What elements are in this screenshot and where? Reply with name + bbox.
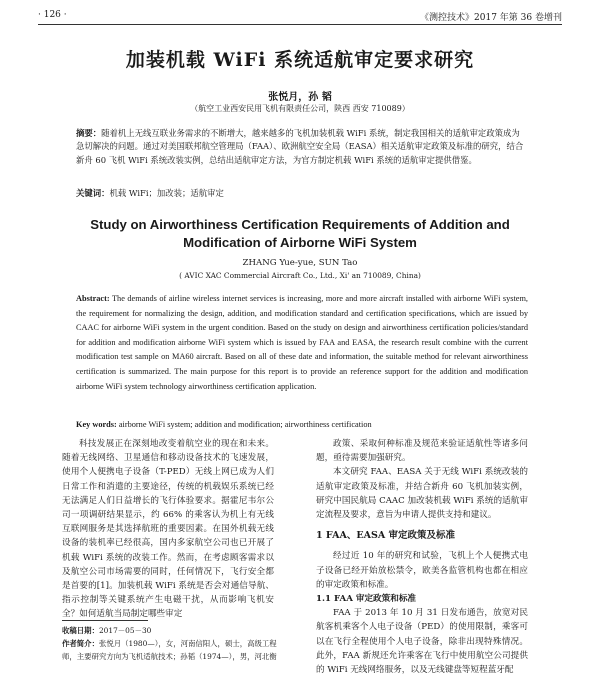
- abstract-cn-label: 摘要：: [76, 128, 102, 138]
- header-divider: [38, 24, 562, 25]
- authors-cn: 张悦月，孙 韬: [268, 92, 332, 103]
- subsection-heading: 1.1 FAA 审定政策和标准: [316, 594, 417, 605]
- body-column-right: [316, 437, 528, 677]
- received-date-line: [62, 624, 284, 637]
- paper-title-en: [0, 216, 600, 252]
- running-header: [38, 10, 562, 24]
- received-date: 2017－05－30: [98, 626, 152, 635]
- author-bio-text: 张悦月（1980—），女，河南信阳人，硕士，高级工程师，主要研究方向为飞机适航技术；孙韬（1974—），男，河北衡: [62, 639, 277, 661]
- authors-en: ZHANG Yue-yue, SUN Tao: [242, 258, 358, 268]
- paper-title-cn: 加装机载 WiFi 系统适航审定要求研究: [125, 49, 475, 71]
- keywords-en-label: Key words:: [76, 420, 117, 429]
- affiliation-en: ( AVIC XAC Commercial Aircraft Co., Ltd., Xi' an 710089, China): [179, 271, 421, 280]
- subsection-paragraph: FAA 于 2013 年 10 月 31 日发布通告，放宽对民航客机乘客个人电子设备（PED）的使用限制，乘客可以在飞行全程使用个人电子设备，除非出现特殊情况。此外，FAA 新规还允许乘客在飞行中使用航空公司提供的 WiFi 无线网络服务，以及无线键盘等短程蓝牙配: [316, 608, 528, 676]
- abstract-en-text: The demands of airline wireless internet services is increasing, more and more aircraft installed with airborne WiFi system, the requirement for normalizing the design, addition, and modification standard and certification specifications, which are issued by CAAC for airborne WiFi system in the urgent condition. Based on the study on design and airworthiness certification policies/standard for addition and modification airborne WiFi system which is issued by FAA and EASA, the research result combine with the current modification test sample on MA60 aircraft. Based on all of these date and information, the suitable method for relevant airworthiness certification is summarized. The main purpose for this report is to provide an reference support for the addition and modification airborne WiFi system technology airworthiness certification application.: [76, 294, 528, 391]
- journal-name: 《测控技术》2017 年第 36 卷增刊: [420, 13, 562, 23]
- author-bio-label: 作者简介：: [62, 639, 99, 648]
- keywords-cn: [76, 187, 528, 199]
- intro-paragraph: 科技发展正在深刻地改变着航空业的现在和未来。随着无线网络、卫星通信和移动设备技术的飞速发展，使用个人便携电子设备（T-PED）无线上网已成为人们日常工作和消遣的主要途径，传统的机载娱乐系统已经无法满足人们日益增长的飞行体验要求。据霍尼韦尔公司一项调研结果显示，约 66% 的乘客认为机上有无线互联网服务是其选择航班的重要因素。在国外机载无线设备的装机率已经很高，国内多家航空公司也已开展了机载 WiFi 系统的改装工作。然而，在考虑顾客需求以及航空公司市场需要的同时，任何情况下，飞行安全都是首要的[1]。加装机载 WiFi 系统是否会对通信导航、指示控制等关键系统产生电磁干扰，从而影响飞机安全？如何适航当局制定哪些审定: [62, 439, 274, 620]
- received-label: 收稿日期：: [62, 626, 99, 635]
- intro-paragraph-continued: 政策、采取何种标准及规范来验证适航性等诸多问题，亟待需要加强研究。: [316, 439, 528, 464]
- keywords-cn-label: 关键词：: [76, 188, 110, 198]
- abstract-en: [76, 292, 528, 394]
- section-paragraph: 经过近 10 年的研究和试验，飞机上个人便携式电子设备已经开始放松禁令，欧美各监管机构也都在相应的审定政策和标准。: [316, 551, 528, 590]
- author-bio: [62, 637, 284, 663]
- affiliation-cn: （航空工业西安民用飞机有限责任公司，陕西 西安 710089）: [190, 104, 410, 113]
- page-number: · 126 ·: [38, 10, 67, 20]
- keywords-cn-text: 机载 WiFi；加改装；适航审定: [109, 188, 224, 198]
- paper-title-en-line2: Modification of Airborne WiFi System: [183, 235, 417, 250]
- keywords-en: [76, 420, 528, 429]
- paper-title-en-line1: Study on Airworthiness Certification Requirements of Addition and: [90, 217, 510, 232]
- abstract-cn-text: 随着机上无线互联业务需求的不断增大，越来越多的飞机加装机载 WiFi 系统，制定我国相关的适航审定政策成为急切解决的问题。通过对美国联邦航空管理局（FAA）、欧洲航空安全局（EASA）相关适航审定政策及标准的研究，结合新舟 60 飞机 WiFi 系统改装实例，总结出适航审定方法，为官方制定机载 WiFi 系统的适航审定提供借鉴。: [76, 128, 524, 165]
- body-column-left: [62, 437, 274, 622]
- scope-paragraph: 本文研究 FAA、EASA 关于无线 WiFi 系统改装的适航审定政策及标准，并结合新舟 60 飞机加装实例，研究中国民航局 CAAC 加改装机载 WiFi 系统的适航审定流程及要求，意旨为申请人提供支持和建议。: [316, 467, 528, 521]
- footnote-divider: [62, 620, 148, 621]
- abstract-en-label: Abstract:: [76, 294, 110, 303]
- abstract-cn: [76, 127, 528, 167]
- footnote: [62, 624, 284, 663]
- section-heading: 1 FAA、EASA 审定政策及标准: [316, 530, 455, 542]
- keywords-en-text: airborne WiFi system; addition and modification; airworthiness certification: [118, 420, 372, 429]
